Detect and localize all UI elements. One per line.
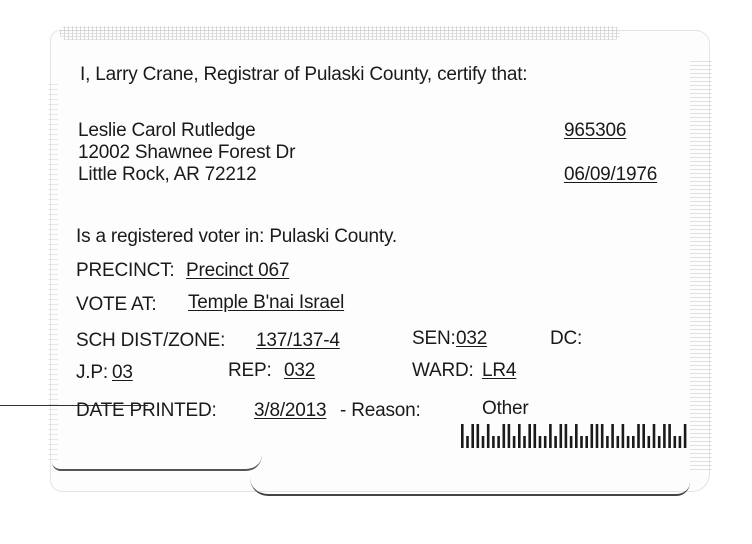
barcode-bar <box>601 424 604 448</box>
date-printed-label: DATE PRINTED: <box>76 400 217 421</box>
date-printed-value: 3/8/2013 <box>254 400 327 421</box>
barcode-bar <box>632 436 635 448</box>
barcode-bar <box>642 424 645 448</box>
rep-value: 032 <box>284 360 316 381</box>
voter-address-line2: Little Rock, AR 72212 <box>78 164 257 185</box>
barcode-bar <box>560 424 563 448</box>
card-torn-right-edge <box>690 60 712 470</box>
barcode-bar <box>575 424 578 448</box>
barcode-bar <box>466 436 469 448</box>
barcode-bar <box>679 436 682 448</box>
ward-label: WARD: <box>412 360 474 381</box>
voter-date: 06/09/1976 <box>564 164 658 185</box>
card-left-edge <box>48 80 58 460</box>
barcode-bar <box>549 424 552 448</box>
certification-statement: I, Larry Crane, Registrar of Pulaski County, certify that: <box>80 64 528 85</box>
precinct-label: PRECINCT: <box>76 260 175 281</box>
barcode-bar <box>471 424 474 448</box>
barcode-bar <box>539 436 542 448</box>
barcode-bar <box>648 436 651 448</box>
ward-value: LR4 <box>482 360 517 381</box>
barcode-bar <box>570 436 573 448</box>
barcode-bar <box>508 424 511 448</box>
barcode-bar <box>637 424 640 448</box>
voter-name: Leslie Carol Rutledge <box>78 120 256 141</box>
barcode-bar <box>674 436 677 448</box>
vote-at-value: Temple B'nai Israel <box>188 292 345 313</box>
barcode-bar <box>482 436 485 448</box>
postal-barcode <box>460 422 688 448</box>
barcode-bar <box>497 436 500 448</box>
barcode-bar <box>606 436 609 448</box>
barcode-bar <box>653 424 656 448</box>
barcode-bar <box>487 424 490 448</box>
voter-address-line1: 12002 Shawnee Forest Dr <box>78 142 296 163</box>
barcode-bar <box>477 424 480 448</box>
barcode-bar <box>513 436 516 448</box>
barcode-bar <box>611 424 614 448</box>
barcode-bar <box>658 436 661 448</box>
barcode-bar <box>617 436 620 448</box>
sch-dist-value: 137/137-4 <box>256 330 340 351</box>
card-bottom-edge <box>250 478 690 496</box>
barcode-bar <box>565 424 568 448</box>
barcode-bar <box>523 436 526 448</box>
jp-label: J.P: <box>76 362 108 383</box>
barcode-bar <box>627 436 630 448</box>
sen-value: 032 <box>456 328 488 349</box>
card-torn-top-edge <box>60 26 620 40</box>
barcode-bar <box>461 424 464 448</box>
barcode-bar <box>554 436 557 448</box>
barcode-bar <box>503 424 506 448</box>
vote-at-label: VOTE AT: <box>76 294 157 315</box>
voter-id-number: 965306 <box>564 120 627 141</box>
barcode-bar <box>544 436 547 448</box>
barcode-bar <box>684 424 687 448</box>
barcode-bar <box>492 436 495 448</box>
barcode-bar <box>518 424 521 448</box>
precinct-value: Precinct 067 <box>186 260 290 281</box>
barcode-bar <box>668 424 671 448</box>
dc-label: DC: <box>550 328 583 349</box>
barcode-bar <box>585 436 588 448</box>
card-bottom-left-edge <box>52 455 262 471</box>
sen-label: SEN: <box>412 328 456 349</box>
barcode-bar <box>663 424 666 448</box>
barcode-bar <box>580 436 583 448</box>
reason-value: Other <box>482 398 529 419</box>
sch-dist-label: SCH DIST/ZONE: <box>76 330 226 351</box>
barcode-bar <box>591 424 594 448</box>
barcode-bar <box>534 424 537 448</box>
jp-value: 03 <box>112 362 133 383</box>
barcode-bar <box>528 424 531 448</box>
barcode-bar <box>596 424 599 448</box>
rep-label: REP: <box>228 360 272 381</box>
reason-label: - Reason: <box>340 400 421 421</box>
registered-voter-line: Is a registered voter in: Pulaski County. <box>76 226 397 247</box>
barcode-bar <box>622 424 625 448</box>
